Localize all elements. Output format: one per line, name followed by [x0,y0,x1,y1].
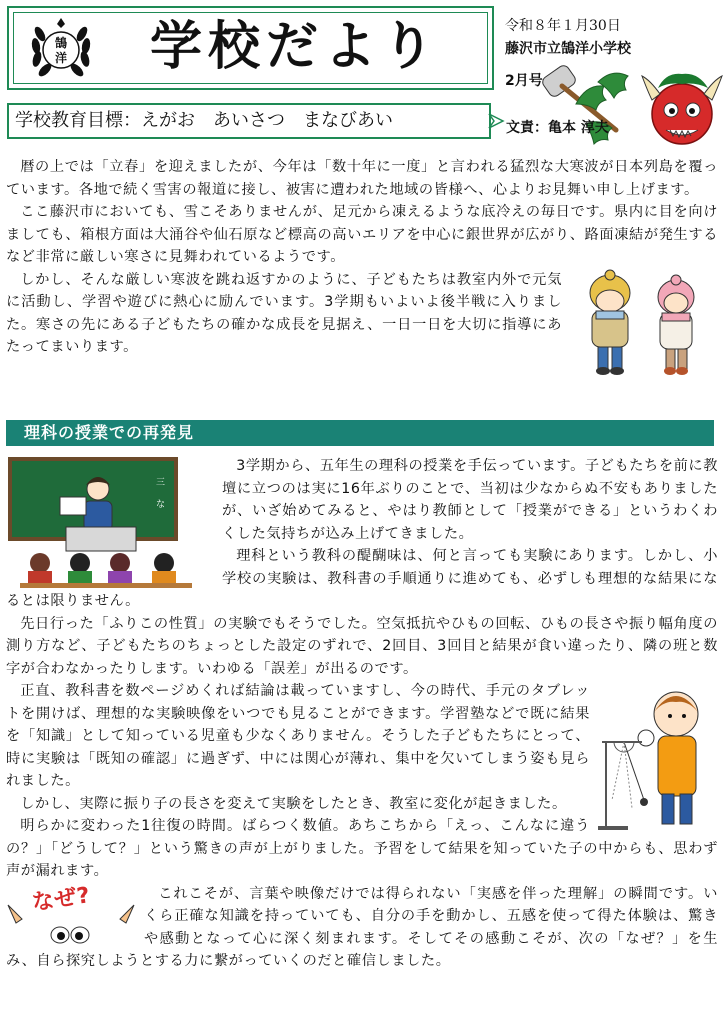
intro-paragraph: しかし、そんな厳しい寒波を跳ね返すかのように、子どもたちは教室内外で元気に活動し、学習や遊びに熱心に励んでいます。3学期もいよいよ後半戦に入りました。寒さの先にある子どもたちの確かな成長を見据え、一日一日を大切に指導にあたってまいります。 [6,271,562,355]
student-icon [68,553,92,587]
intro-section [6,156,718,381]
oni-icon [642,74,722,144]
pendulum-experiment-illustration [598,682,718,832]
child-winter-icon [658,275,694,375]
svg-text:洋: 洋 [54,51,68,65]
science-paragraph: しかし、実際に振り子の長さを変えて実験をしたとき、教室に変化が起きました。 [20,795,567,812]
student-icon [28,553,52,587]
student-icon [108,553,132,587]
school-goal-banner: 学校教育目標：えがお あいさつ まなびあい [7,103,491,139]
intro-paragraph: 暦の上では「立春」を迎えましたが、今年は「数十年に一度」と言われる猛烈な大寒波が日本列島を覆っています。各地で続く雪害の報道に接し、被害に遭われた地域の皆様へ、心よりお見舞い申し上げます。 [6,159,718,198]
issue-date: 令和８年１月30日 [505,18,621,34]
svg-text:な: な [156,500,166,510]
child-winter-icon [590,270,630,375]
newsletter-title: 学校だより [150,17,441,77]
student-icon [152,553,176,587]
author-credit: 文責：亀本 淳夫 [506,120,609,136]
classroom-illustration [6,455,206,590]
school-name: 藤沢市立鵠洋小学校 [505,41,631,57]
naze-label: なぜ? [30,882,92,916]
section-heading: 理科の授業での再発見 [6,420,714,446]
science-paragraph: 先日行った「ふりこの性質」の実験でもそうでした。空気抵抗やひもの回転、ひもの長さや振り幅角度の測り方など、子どもたちのちょっとした設定のずれで、2回目、3回目と結果が食い違ったり、隣の班と数字が合わなかったりします。いわゆる「誤差」が出るのです。 [6,615,718,677]
svg-text:三: 三 [156,478,166,488]
cold-children-illustration [568,263,718,381]
science-section [6,455,718,973]
science-paragraph: これこそが、言葉や映像だけでは得られない「実感を伴った理解」の瞬間です。いくら正確な知識を持っていても、自分の手を動かし、五感を使って得た体験は、驚きや感動となって心に深く刻まれます。そしてその感動こそが、次の「なぜ？」を生み、自ら探究しようとする力に繋がっていくのだと確信しました。 [6,885,718,969]
naze-illustration [6,882,136,947]
setsubun-illustration [536,52,724,152]
science-paragraph: 明らかに変わった1往復の時間。ばらつく数値。あちこちから「えっ、こんなに違うの？」「どうして？」という驚きの声が上がりました。予習をして結果を知っていた子の中からも、思わず声が漏れます。 [6,818,718,879]
svg-text:鵠: 鵠 [54,36,68,50]
banner-tail-icon [487,112,505,130]
science-paragraph: 正直、教科書を数ページめくれば結論は載っていますし、今の時代、手元のタブレットを開けば、理想的な実験映像をいつでも見ることができます。学習塾などで既に結果を「知識」として知っている児童も少なくありません。そうした子どもたちにとって、時に実験は「既知の確認」に過ぎず、中には関心が薄れ、集中を欠いてしまう姿も見られました。 [6,683,590,789]
issue-number: 2月号 [505,73,543,89]
school-emblem-icon [26,12,96,84]
intro-paragraph: ここ藤沢市においても、雪こそありませんが、足元から凍えるような底冷えの毎日です。県内に目を向けましても、箱根方面は大涌谷や仙石原など標高の高いエリアを中心に銀世界が広がり、路面凍結が発生するなど非常に厳しい寒さに見舞われているようです。 [6,204,718,265]
science-paragraph: 3学期から、五年生の理科の授業を手伝っています。子どもたちを前に教壇に立つのは実に16年ぶりのことで、当初は少なからぬ不安もありましたが、いざ始めてみると、やはり教師として「授業ができる」というわくわくした気持ちが込み上げてきました。 [222,458,718,542]
science-paragraph: 理科という教科の醍醐味は、何と言っても実験にあります。しかし、小学校の実験は、教科書の手順通りに進めても、必ずしも理想的な結果になるとは限りません。 [6,548,718,609]
